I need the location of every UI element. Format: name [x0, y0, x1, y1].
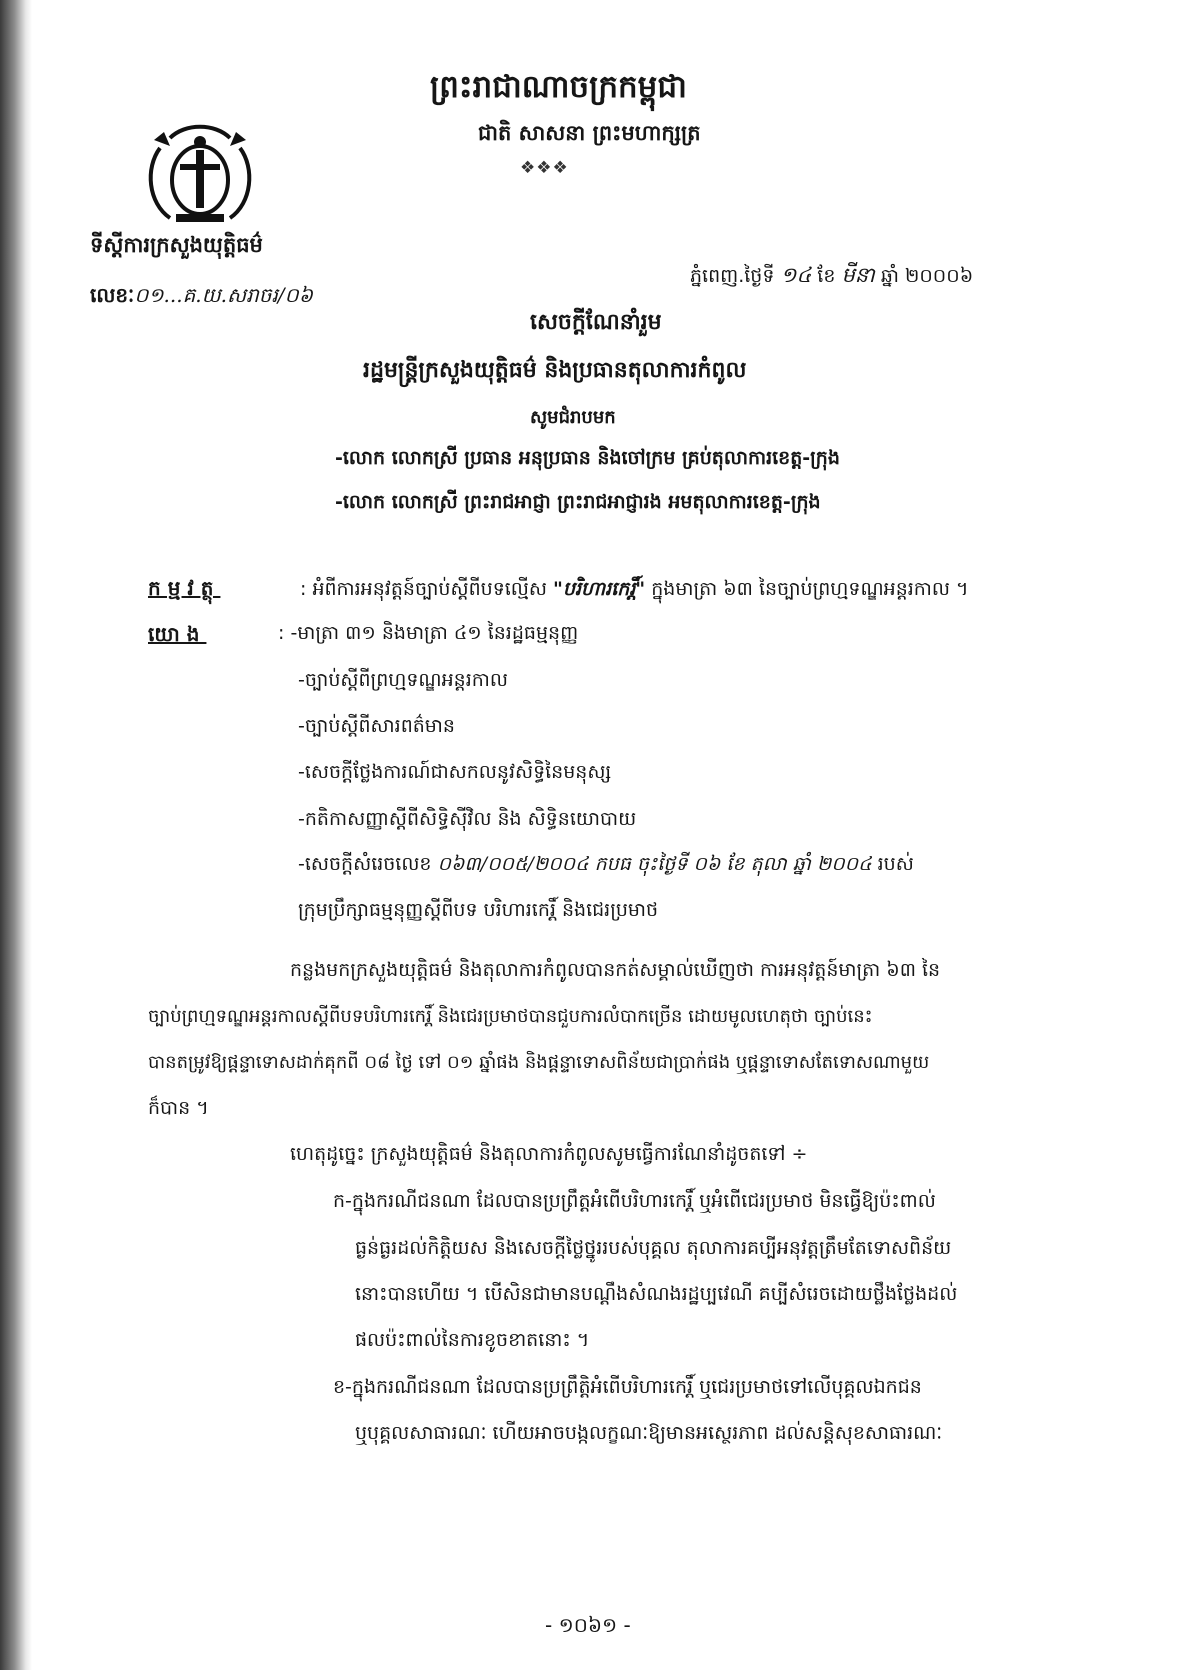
reference-prefix: លេខៈ — [90, 283, 135, 307]
directive-item-line: ឬបុគ្គលសាធារណៈ ហើយអាចបង្កលក្ខណៈឱ្យមានអស្ថេរភាព ដល់សន្តិសុខសាធារណៈ — [355, 1422, 943, 1444]
page-number: - ១០៦១ - — [545, 1613, 631, 1637]
date-prefix: ភ្នំពេញ.ថ្ងៃទី — [690, 265, 775, 287]
decision-reference: ០៦៣/០០៥/២០០៤ កបធ ចុះថ្ងៃទី ០៦ ខែ តុលា ឆ្នាំ ២០០៤ — [437, 853, 872, 875]
addressed-to: សូមជំរាបមក — [530, 407, 616, 428]
reference-item: -សេចក្តីថ្លែងការណ៍ជាសកលនូវសិទ្ធិនៃមនុស្ស — [298, 761, 612, 783]
directive-item-line: ខ-ក្នុងករណីជនណា ដែលបានប្រព្រឹត្តិអំពើបរិហារកេរ្តិ៍ ឬជេរប្រមាថទៅលើបុគ្គលឯកជន — [333, 1376, 922, 1398]
subject-text-before: : អំពីការអនុវត្តន៍ច្បាប់ស្តីពីបទល្មើស — [300, 578, 554, 600]
subject-text — [300, 577, 969, 605]
decision-prefix: -សេចក្តីសំរេចលេខ — [298, 853, 438, 875]
directive-item-line: ក-ក្នុងករណីជនណា ដែលបានប្រព្រឹត្តអំពើបរិហារកេរ្តិ៍ ឬអំពើជេរប្រមាថ មិនធ្វើឱ្យប៉ះពាល់ — [333, 1190, 936, 1212]
subject-label — [148, 575, 220, 605]
reference-item: -ច្បាប់ស្តីពីព្រហ្មទណ្ឌអន្តរកាល — [298, 669, 508, 691]
reference-number — [90, 282, 313, 312]
date-line — [690, 262, 973, 293]
body-paragraph-line: កន្លងមកក្រសួងយុត្តិធម៌ និងតុលាការកំពូលបានកត់សម្គាល់ឃើញថា ការអនុវត្តន៍មាត្រា ៦៣ នៃ — [290, 959, 941, 981]
ornament-divider: ❖❖❖ — [520, 158, 569, 178]
date-year: ២០០០៦ — [904, 265, 974, 287]
references-label-text: យោង — [148, 622, 207, 646]
date-month-label: ខែ — [817, 265, 836, 287]
directive-item-line: នោះបានហើយ ។ បើសិនជាមានបណ្តឹងសំណងរដ្ឋប្បវេណី គប្បីសំរេចដោយថ្លឹងថ្លែងដល់ — [355, 1283, 958, 1305]
national-motto: ជាតិ សាសនា ព្រះមហាក្សត្រ — [478, 121, 701, 145]
scan-edge-shadow — [0, 0, 32, 1670]
date-day: ១៤ — [780, 263, 812, 287]
reference-decision-line2: ក្រុមប្រឹក្សាធម្មនុញ្ញស្តីពីបទ បរិហារកេរ្តិ៍ និងជេរប្រមាថ — [298, 899, 659, 921]
kingdom-title: ព្រះរាជាណាចក្រកម្ពុជា — [430, 69, 687, 105]
reference-item: -កតិកាសញ្ញាស្តីពីសិទ្ធិស៊ីវិល និង សិទ្ធិនយោបាយ — [298, 808, 637, 830]
body-paragraph-line: បានតម្រូវឱ្យផ្តន្ទាទោសដាក់គុកពី ០៨ ថ្ងៃ ទៅ ០១ ឆ្នាំផង និងផ្តន្ទាទោសពិន័យជាប្រាក់ផង ឬផ្តន្ទាទោសតែទោសណាមួយ — [148, 1052, 930, 1073]
issuer-title: រដ្ឋមន្ត្រីក្រសួងយុត្តិធម៌ និងប្រធានតុលាការកំពូល — [363, 358, 747, 383]
body-paragraph-line: ច្បាប់ព្រហ្មទណ្ឌអន្តរកាលស្តីពីបទបរិហារកេរ្តិ៍ និងជេរប្រមាថបានជួបការលំបាកច្រើន ដោយមូលហេតុថា ច្បាប់នេះ — [148, 1006, 873, 1027]
recipient-line: -លោក លោកស្រី ព្រះរាជអាជ្ញា ព្រះរាជអាជ្ញារង អមតុលាការខេត្ត-ក្រុង — [335, 491, 821, 513]
decision-suffix: របស់ — [871, 853, 914, 875]
date-month: មីនា — [841, 263, 875, 287]
reference-decision — [298, 852, 914, 880]
subject-label-text: កម្មវត្ថុ — [148, 576, 221, 600]
directive-item-line: ផលប៉ះពាល់នៃការខូចខាតនោះ ។ — [355, 1329, 590, 1351]
reference-item: -ច្បាប់ស្តីពីសារពត៌មាន — [298, 715, 455, 737]
reference-item: : -មាត្រា ៣១ និងមាត្រា ៤១ នៃរដ្ឋធម្មនុញ្ញ — [278, 622, 579, 644]
body-paragraph-line: ហេតុដូច្នេះ ក្រសួងយុត្តិធម៌ និងតុលាការកំពូលសូមធ្វើការណែនាំដូចតទៅ ÷ — [290, 1143, 808, 1165]
ministry-name: ទីស្តីការក្រសួងយុត្តិធម៌ — [90, 233, 263, 257]
document-type: សេចក្តីណែនាំរួម — [530, 310, 662, 335]
ministry-emblem-icon — [140, 118, 260, 228]
recipient-line: -លោក លោកស្រី ប្រធាន អនុប្រធាន និងចៅក្រម គ្រប់តុលាការខេត្ត-ក្រុង — [335, 447, 840, 469]
references-label — [148, 621, 206, 651]
date-year-label: ឆ្នាំ — [880, 265, 899, 287]
body-paragraph-line: ក៏បាន ។ — [148, 1097, 209, 1119]
subject-emphasis: "បរិហារកេរ្តិ៍" — [553, 578, 646, 600]
reference-value: ០១...គ.យ.សរាចរ/០៦ — [134, 283, 313, 307]
directive-item-line: ធ្ងន់ធ្ងរដល់កិត្តិយស និងសេចក្តីថ្លៃថ្នូររបស់បុគ្គល តុលាការគប្បីអនុវត្តត្រឹមតែទោសពិន័យ — [355, 1237, 952, 1259]
subject-text-after: ក្នុងមាត្រា ៦៣ នៃច្បាប់ព្រហ្មទណ្ឌអន្តរកាល ។ — [645, 578, 969, 600]
